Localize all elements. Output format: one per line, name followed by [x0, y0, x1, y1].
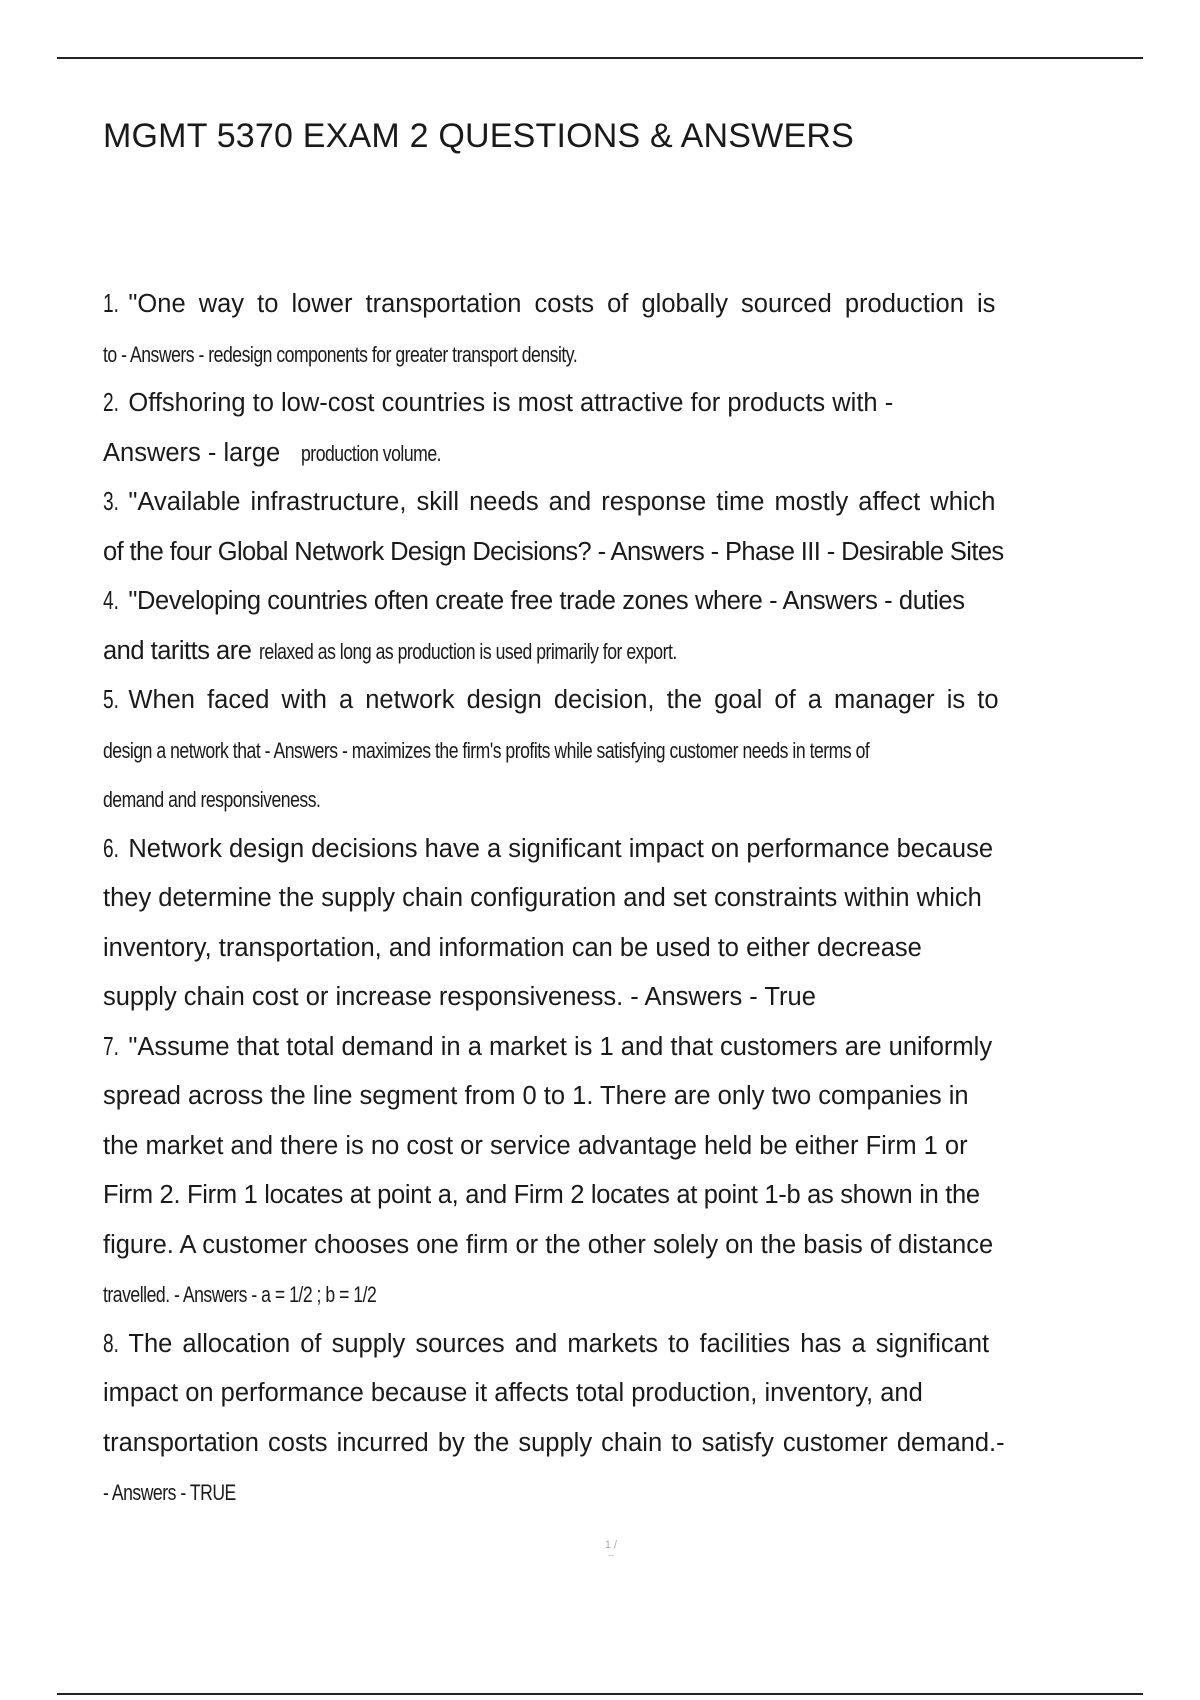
question-1 [103, 280, 1143, 379]
answer-text-line: to - Answers - redesign components for greater transport density. [103, 341, 578, 367]
document-title: MGMT 5370 EXAM 2 QUESTIONS & ANSWERS [103, 117, 854, 155]
question-number: 3. [103, 488, 119, 516]
question-number: 7. [103, 1032, 119, 1061]
answer-text-line: supply chain cost or increase responsiveness. - Answers - True [103, 983, 816, 1011]
question-text-line: "One way to lower transportation costs of globally sourced production is [128, 290, 996, 318]
question-text-line: The allocation of supply sources and markets to facilities has a significant [128, 1329, 990, 1358]
question-number: 4. [103, 587, 119, 615]
question-4 [103, 577, 1143, 676]
question-number: 5. [103, 686, 119, 714]
question-text-line: Offshoring to low-cost countries is most attractive for products with - [128, 389, 894, 417]
question-text-line: the market and there is no cost or service advantage held be either Firm 1 or [103, 1131, 968, 1160]
question-8 [103, 1320, 1143, 1518]
question-7 [103, 1023, 1143, 1320]
top-rule [57, 57, 1143, 59]
page-marker: -- [608, 1550, 614, 1560]
answer-label: and taritts are [103, 636, 252, 665]
question-text-line: figure. A customer chooses one firm or the other solely on the basis of distance [103, 1230, 994, 1259]
question-number: 6. [103, 834, 119, 863]
bottom-rule [57, 1693, 1143, 1695]
question-text-line: they determine the supply chain configuration and set constraints within which [103, 884, 982, 912]
question-text-line: "Assume that total demand in a market is 1 and that customers are uniformly [128, 1032, 993, 1061]
answer-text-line: - Answers - TRUE [103, 1480, 236, 1505]
question-2 [103, 379, 1143, 478]
question-text-line: transportation costs incurred by the supply chain to satisfy customer demand.- [103, 1428, 1005, 1457]
question-6 [103, 825, 1143, 1023]
page-number-text: 1 / [604, 1539, 618, 1551]
answer-text-line: demand and responsiveness. [103, 787, 321, 812]
question-5 [103, 676, 1143, 825]
question-text-line: Network design decisions have a significant impact on performance because [128, 834, 994, 863]
question-text-line: Firm 2. Firm 1 locates at point a, and Firm 2 locates at point 1-b as shown in the [103, 1181, 980, 1209]
answer-text-line: design a network that - Answers - maximizes the firm's profits while satisfying customer needs in terms of [103, 737, 870, 763]
answer-text-line: relaxed as long as production is used primarily for export. [258, 638, 677, 664]
page-number [601, 1539, 621, 1560]
question-text-line: "Available infrastructure, skill needs and response time mostly affect which [128, 488, 996, 516]
question-number: 8. [103, 1329, 119, 1358]
question-number: 2. [103, 389, 119, 417]
question-number: 1. [103, 290, 119, 318]
question-text-line: impact on performance because it affects total production, inventory, and [103, 1379, 923, 1407]
question-3 [103, 478, 1143, 577]
question-text-line: inventory, transportation, and information can be used to either decrease [103, 933, 922, 962]
question-list [103, 280, 1143, 1518]
question-text-line: "Developing countries often create free trade zones where - Answers - duties [128, 587, 965, 615]
answer-text-line: of the four Global Network Design Decisions? - Answers - Phase III - Desirable Sites [103, 537, 1004, 566]
answer-text-line: production volume. [301, 440, 442, 466]
question-text-line: spread across the line segment from 0 to 1. There are only two companies in [103, 1082, 969, 1110]
answer-text-line: travelled. - Answers - a = 1/2 ; b = 1/2 [103, 1282, 377, 1307]
answer-label: Answers - large [103, 438, 281, 467]
question-text-line: When faced with a network design decision, the goal of a manager is to [128, 686, 999, 714]
